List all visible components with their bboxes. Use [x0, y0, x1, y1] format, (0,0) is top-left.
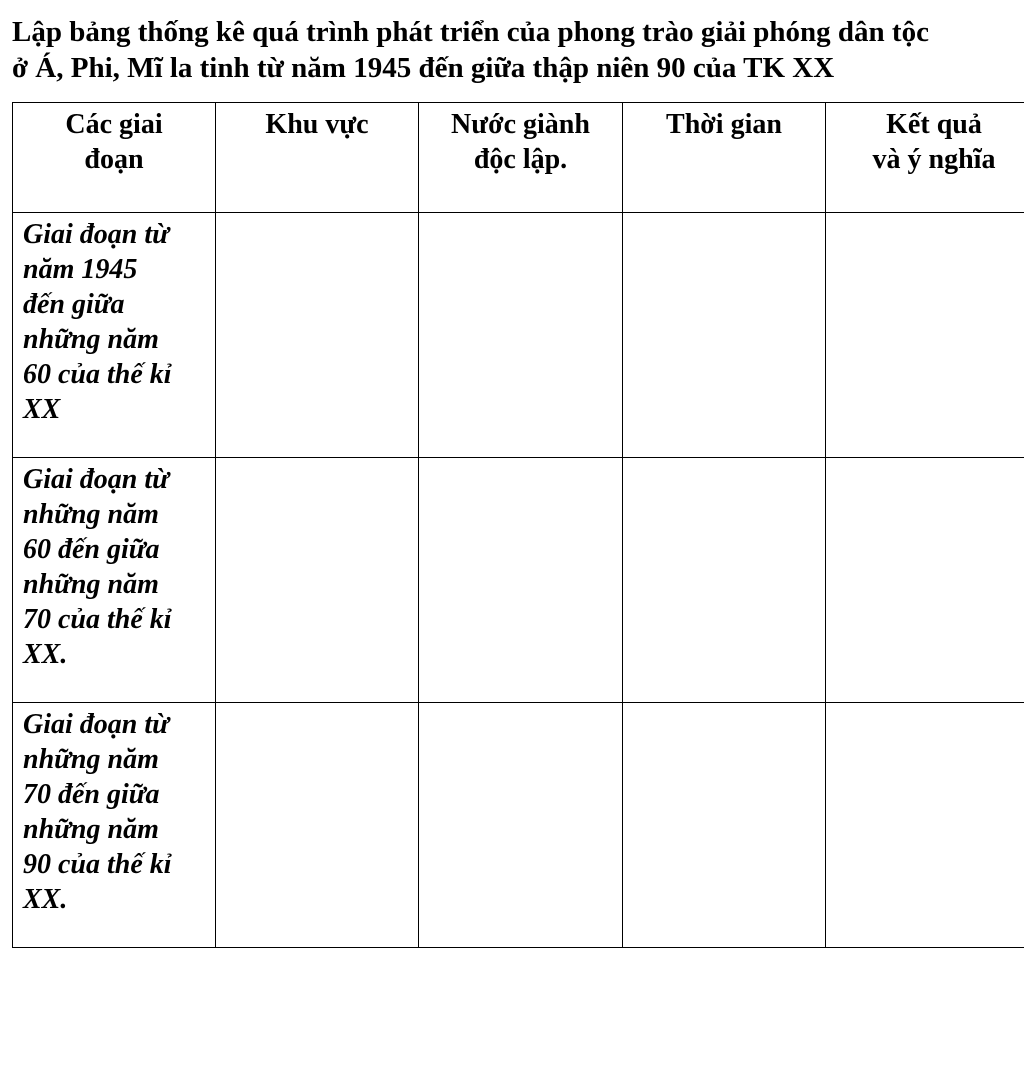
page-title — [12, 14, 1022, 86]
header-result-meaning: Kết quả và ý nghĩa — [826, 103, 1024, 213]
header-stage: Các giai đoạn — [13, 103, 216, 213]
table-row — [13, 703, 1024, 948]
table-row — [13, 458, 1024, 703]
region-cell[interactable] — [216, 458, 419, 703]
title-line-1: Lập bảng thống kê quá trình phát triển của phong trào giải phóng dân tộc — [12, 16, 929, 48]
stage-cell: Giai đoạn từ những năm 70 đến giữa những năm 90 của thế kỉ XX. — [13, 703, 216, 948]
stage-cell: Giai đoạn từ những năm 60 đến giữa những năm 70 của thế kỉ XX. — [13, 458, 216, 703]
title-line-2: ở Á, Phi, Mĩ la tinh từ năm 1945 đến giữa thập niên 90 của TK XX — [12, 52, 835, 84]
table-header-row — [13, 103, 1024, 213]
region-cell[interactable] — [216, 213, 419, 458]
header-independent-countries: Nước giành độc lập. — [419, 103, 623, 213]
region-cell[interactable] — [216, 703, 419, 948]
countries-cell[interactable] — [419, 458, 623, 703]
header-region: Khu vực — [216, 103, 419, 213]
countries-cell[interactable] — [419, 703, 623, 948]
countries-cell[interactable] — [419, 213, 623, 458]
stage-cell: Giai đoạn từ năm 1945 đến giữa những năm 60 của thế kỉ XX — [13, 213, 216, 458]
result-cell[interactable] — [826, 213, 1024, 458]
table-row — [13, 213, 1024, 458]
time-cell[interactable] — [623, 213, 826, 458]
time-cell[interactable] — [623, 703, 826, 948]
header-time: Thời gian — [623, 103, 826, 213]
time-cell[interactable] — [623, 458, 826, 703]
result-cell[interactable] — [826, 703, 1024, 948]
statistics-table — [12, 102, 1024, 948]
result-cell[interactable] — [826, 458, 1024, 703]
